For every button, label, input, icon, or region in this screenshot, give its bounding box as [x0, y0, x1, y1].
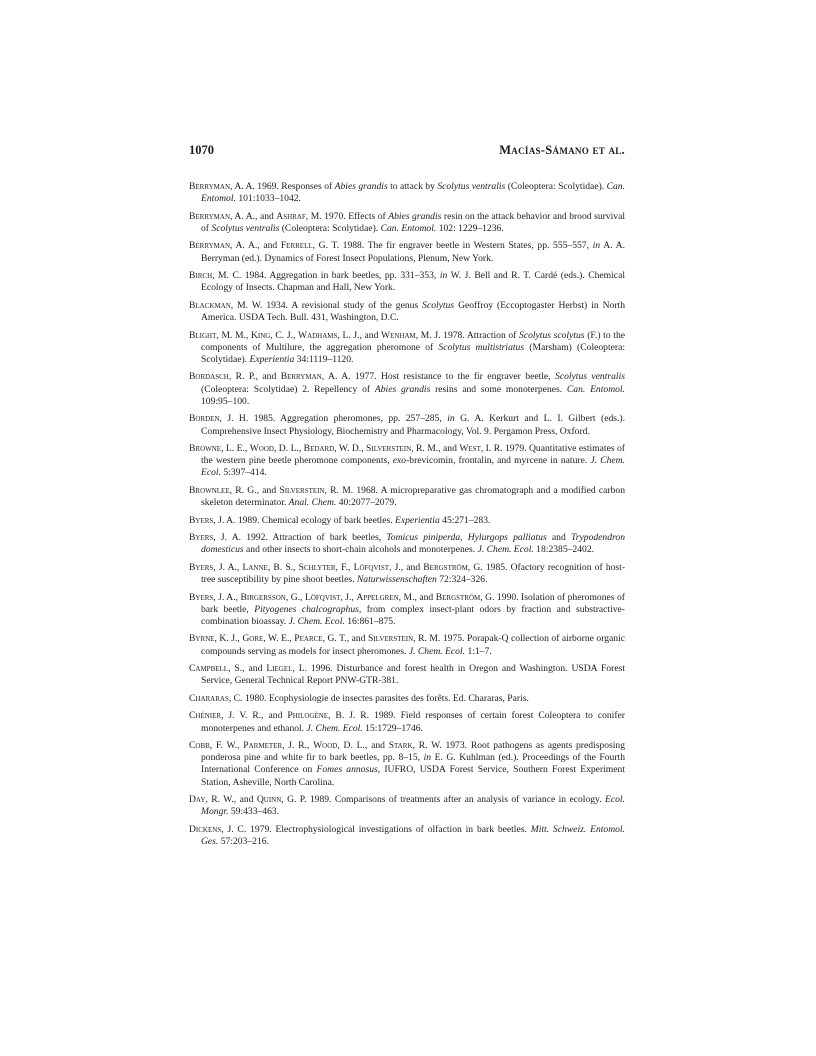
- italic-text: Scolytus: [422, 299, 455, 311]
- italic-text: Pityogenes chalcographus: [254, 603, 359, 615]
- italic-text: Experientia: [249, 353, 295, 365]
- reference-text: , J. R.,: [282, 740, 314, 752]
- italic-text: Trypodendron domesticus: [201, 532, 625, 556]
- reference-text: , M. 1970. Effects of: [305, 210, 389, 222]
- author-surname: Bordasch: [189, 371, 229, 383]
- reference-text: Geoffroy (Eccoptogaster Herbst) in North America. USDA Tech. Bull. 431, Washington, D.C.: [201, 299, 625, 324]
- author-surname: King: [250, 329, 271, 341]
- reference-text: , M. C. 1984. Aggregation in bark beetles, pp. 331–353,: [212, 270, 440, 282]
- reference-text: 45:271–283.: [439, 514, 491, 526]
- reference-text: resin on the attack behavior and brood survival of: [201, 210, 625, 234]
- reference-entry: [189, 181, 625, 205]
- italic-text: Can. Entomol.: [380, 222, 437, 234]
- reference-text: , D. L., and: [337, 740, 389, 752]
- reference-text: , G. T., and: [322, 633, 369, 645]
- reference-text: , I. R. 1979. Quantitative estimates of the western pine beetle pheromone components,: [201, 443, 625, 467]
- reference-text: , L. J., and: [337, 329, 382, 341]
- author-surname: Blight: [189, 329, 217, 341]
- reference-entry: [189, 693, 625, 705]
- reference-text: , S., and: [228, 663, 267, 675]
- reference-entry: [189, 240, 625, 264]
- author-surname: Borden: [189, 413, 220, 425]
- author-surname: Birch: [189, 270, 213, 282]
- reference-text: 15:1729–1746.: [362, 722, 423, 734]
- reference-text: , C. 1980. Ecophysiologie de insectes parasites des forêts. Ed. Chararas, Paris.: [228, 692, 529, 704]
- italic-text: Experientia: [395, 514, 440, 526]
- reference-text: 72:324–326.: [436, 574, 488, 586]
- author-surname: Silverstein: [366, 443, 412, 455]
- author-surname: Wood: [313, 740, 338, 752]
- author-surname: Quinn: [256, 794, 282, 806]
- reference-text: and: [546, 532, 571, 544]
- reference-text: , J. C. 1979. Electrophysiological investigations of olfaction in bark beetles.: [221, 823, 531, 835]
- reference-text: , M. W. 1934. A revisional study of the genus: [230, 299, 423, 311]
- reference-text: E. G. Kuhlman (ed.). Proceedings of the Fourth International Conference on: [201, 752, 625, 776]
- author-surname: Wadhams: [298, 329, 338, 341]
- reference-entry: [189, 633, 625, 657]
- italic-text: Abies grandis: [334, 181, 388, 192]
- reference-text: , R. G., and: [229, 484, 280, 496]
- reference-text: , J.,: [340, 591, 357, 603]
- author-surname: Byers: [189, 561, 214, 573]
- reference-text: (Coleoptera: Scolytidae) 2. Repellency of: [201, 383, 375, 395]
- reference-text: , J. H. 1985. Aggregation pheromones, pp. 257–285,: [219, 413, 448, 425]
- italic-text: J. Chem. Ecol.: [408, 645, 466, 657]
- author-surname: Philogène: [287, 710, 329, 722]
- author-surname: West: [459, 443, 481, 455]
- italic-text: Ecol. Mongr.: [201, 794, 625, 818]
- author-surname: Wenham: [381, 329, 416, 341]
- reference-text: , M. J. 1978. Attraction of: [415, 329, 520, 341]
- reference-text: , G. 1985. Ofactory recognition of host-tree susceptibility by pine shoot beetles.: [201, 561, 626, 586]
- reference-text: resins and some monoterpenes.: [430, 383, 567, 395]
- author-surname: Byers: [189, 591, 214, 603]
- author-surname: Silverstein: [279, 484, 325, 496]
- italic-text: J. Chem. Ecol.: [477, 544, 534, 556]
- reference-text: , A. A., and: [230, 210, 277, 222]
- author-surname: Browne: [189, 443, 222, 455]
- reference-text: (F.) to the components of Multilure, the aggregation pheromone of: [201, 329, 626, 353]
- reference-entry: [189, 740, 625, 789]
- italic-text: Mitt. Schweiz. Entomol. Ges.: [201, 823, 625, 848]
- reference-text: , K. J.,: [214, 633, 243, 645]
- reference-text: 40:2077–2079.: [336, 497, 397, 509]
- author-surname: Lanne: [242, 561, 268, 573]
- reference-entry: [189, 515, 625, 527]
- italic-text: Scolytus ventralis: [437, 181, 506, 192]
- author-surname: Wood: [249, 443, 274, 455]
- reference-entry: [189, 413, 625, 437]
- author-surname: Berryman: [280, 371, 322, 383]
- reference-text: , A. A. 1977. Host resistance to the fir engraver beetle,: [321, 371, 556, 383]
- italic-text: Scolytus ventralis: [555, 371, 625, 383]
- author-surname: Birgersson: [240, 591, 286, 603]
- reference-text: 18:2385–2402.: [533, 544, 595, 556]
- italic-text: J. Chem. Ecol.: [288, 615, 345, 627]
- italic-text: J. Chem. Ecol.: [306, 722, 363, 734]
- reference-entry: [189, 794, 625, 818]
- reference-entry: [189, 330, 625, 367]
- reference-entry: [189, 663, 625, 687]
- reference-text: , F.,: [335, 561, 354, 573]
- reference-entry: [189, 443, 625, 480]
- reference-entry: [189, 710, 625, 734]
- author-surname: Pearce: [294, 633, 323, 645]
- reference-text: , B. J. R. 1989. Field responses of certain forest Coleoptera to conifer monoterpenes and ethanol.: [201, 710, 625, 734]
- reference-text: , M., and: [398, 591, 436, 603]
- author-surname: Byers: [189, 514, 214, 526]
- italic-text: Naturwissenschaften: [356, 574, 437, 586]
- reference-text: , A. A. 1969. Responses of: [230, 181, 335, 192]
- reference-entry: [189, 211, 625, 235]
- italic-text: Can. Entomol.: [201, 181, 625, 205]
- reference-text: , C. J.,: [270, 329, 299, 341]
- italic-text: exo: [392, 455, 407, 467]
- author-surname: Dickens: [189, 823, 222, 835]
- reference-text: G. A. Kerkurt and L. I. Gilbert (eds.). Comprehensive Insect Physiology, Biochemistry and Pharmacology, Vol. 9. Pergamon Press, Oxford.: [201, 413, 625, 437]
- author-surname: Liegel: [266, 663, 293, 675]
- reference-entry: [189, 485, 625, 509]
- author-surname: Bedard: [303, 443, 335, 455]
- author-surname: Byrne: [189, 633, 215, 645]
- reference-entry: [189, 592, 625, 629]
- reference-text: , IUFRO, USDA Forest Service, Southern Forest Experiment Station, Asheville, North Carolina.: [201, 764, 625, 788]
- reference-text: -brevicomin, frontalin, and myrcene in nature.: [406, 455, 591, 467]
- page-number: 1070: [189, 143, 214, 157]
- reference-text: , J. A. 1989. Chemical ecology of bark beetles.: [213, 514, 396, 526]
- author-surname: Campbell: [189, 663, 229, 675]
- author-surname: Bergström: [435, 591, 481, 603]
- reference-text: , J. A. 1992. Attraction of bark beetles,: [213, 532, 387, 544]
- italic-text: Scolytus ventralis: [211, 222, 280, 234]
- author-surname: Chararas: [189, 692, 229, 704]
- author-surname: Berryman: [189, 210, 231, 222]
- reference-text: 109:95–100.: [201, 395, 250, 407]
- reference-text: , M. M.,: [216, 329, 251, 341]
- author-surname: Chénier: [189, 710, 222, 722]
- italic-text: in: [592, 240, 601, 252]
- reference-entry: [189, 300, 625, 324]
- author-surname: Ashraf: [276, 210, 306, 222]
- running-title: Macías-Sámano et al.: [499, 143, 625, 157]
- author-surname: Brownlee: [189, 484, 230, 496]
- author-surname: Bergström: [423, 561, 468, 573]
- reference-list: [189, 181, 625, 854]
- italic-text: J. Chem. Ecol.: [201, 455, 625, 479]
- reference-text: (Marsham) (Coleoptera: Scolytidae).: [201, 341, 626, 365]
- author-surname: Berryman: [189, 181, 231, 192]
- reference-text: , W. D.,: [334, 443, 367, 455]
- reference-text: and other insects to short-chain alcohols and monoterpenes.: [243, 544, 478, 556]
- reference-entry: [189, 270, 625, 294]
- reference-text: , R. W., and: [205, 794, 257, 806]
- italic-text: Anal. Chem.: [288, 497, 337, 509]
- italic-text: Scolytus scolytus: [519, 329, 585, 341]
- reference-text: , G. P. 1989. Comparisons of treatments after an analysis of variance in ecology.: [281, 794, 606, 806]
- author-surname: Berryman: [189, 240, 231, 252]
- reference-text: 1:1–7.: [465, 645, 492, 657]
- author-surname: Löfqvist: [304, 591, 341, 603]
- italic-text: in: [423, 752, 432, 764]
- author-surname: Ferrell: [280, 240, 313, 252]
- reference-text: , L. E.,: [221, 443, 250, 455]
- author-surname: Schlyter: [298, 561, 336, 573]
- reference-text: (Coleoptera: Scolytidae).: [279, 222, 381, 234]
- reference-text: , G.,: [285, 591, 305, 603]
- running-head: [189, 143, 625, 163]
- author-surname: Stark: [388, 740, 413, 752]
- reference-text: 34:1119–1120.: [294, 353, 354, 365]
- author-surname: Appelgren: [356, 591, 399, 603]
- reference-text: , F. W.,: [209, 740, 244, 752]
- reference-text: , J. A.,: [213, 561, 243, 573]
- author-surname: Löfqvist: [353, 561, 390, 573]
- author-surname: Parmeter: [243, 740, 283, 752]
- reference-text: , G. T. 1988. The fir engraver beetle in Western States, pp. 555–557,: [312, 240, 593, 252]
- reference-text: 5:397–414.: [220, 467, 267, 479]
- reference-text: 59:433–463.: [228, 806, 280, 818]
- italic-text: Abies grandis: [374, 383, 431, 395]
- author-surname: Cobb: [189, 740, 210, 752]
- italic-text: in: [447, 413, 455, 425]
- reference-text: 57:203–216.: [218, 836, 269, 848]
- reference-entry: [189, 562, 625, 586]
- reference-text: A. A. Berryman (ed.). Dynamics of Forest Insect Populations, Plenum, New York.: [201, 240, 625, 264]
- reference-text: , B. S.,: [267, 561, 299, 573]
- reference-text: 16:861–875.: [344, 615, 396, 627]
- reference-text: , J. V. R., and: [221, 710, 288, 722]
- italic-text: Can. Entomol.: [566, 383, 625, 395]
- reference-text: 102: 1229–1236.: [436, 222, 504, 234]
- reference-text: , W. E.,: [263, 633, 295, 645]
- reference-text: , J. A.,: [213, 591, 241, 603]
- italic-text: Abies grandis: [388, 210, 442, 222]
- reference-text: , R. P., and: [228, 371, 281, 383]
- reference-entry: [189, 371, 625, 408]
- reference-entry: [189, 824, 625, 848]
- italic-text: in: [439, 270, 448, 282]
- reference-text: , from complex insect-plant odors by fraction and substractive-combination bioassay.: [201, 603, 625, 627]
- reference-text: , A. A., and: [230, 240, 281, 252]
- author-surname: Gore: [242, 633, 264, 645]
- reference-text: , L. 1996. Disturbance and forest health in Oregon and Washington. USDA Forest Service, General Technical Report PNW-GTR-381.: [201, 663, 625, 687]
- reference-text: , G. 1990. Isolation of pheromones of bark beetle,: [201, 591, 626, 615]
- reference-text: 101:1033–1042.: [235, 193, 301, 205]
- reference-text: , R. M., and: [411, 443, 460, 455]
- reference-text: , R. M. 1968. A micropreparative gas chromatograph and a modified carbon skeleton determinator.: [201, 484, 625, 509]
- author-surname: Byers: [189, 532, 214, 544]
- reference-text: W. J. Bell and R. T. Cardé (eds.). Chemical Ecology of Insects. Chapman and Hall, New York.: [201, 270, 625, 294]
- author-surname: Silverstein: [368, 633, 414, 645]
- reference-text: , J., and: [389, 561, 424, 573]
- italic-text: Tomicus piniperda, Hylurgops palliatus: [386, 532, 547, 544]
- reference-text: , R. W. 1973. Root pathogens as agents predisposing ponderosa pine and white fir to bark beetles, pp. 8–15,: [201, 740, 626, 764]
- reference-entry: [189, 532, 625, 556]
- reference-text: (Coleoptera: Scolytidae).: [505, 181, 607, 192]
- italic-text: Fomes annosus: [316, 764, 378, 776]
- author-surname: Day: [189, 794, 206, 806]
- reference-text: to attack by: [387, 181, 438, 192]
- italic-text: Scolytus multistriatus: [438, 341, 525, 353]
- reference-text: , R. M. 1975. Porapak-Q collection of airborne organic compounds serving as models for insect pheromones.: [201, 633, 625, 657]
- reference-text: , D. L.,: [273, 443, 304, 455]
- author-surname: Blackman: [189, 299, 231, 311]
